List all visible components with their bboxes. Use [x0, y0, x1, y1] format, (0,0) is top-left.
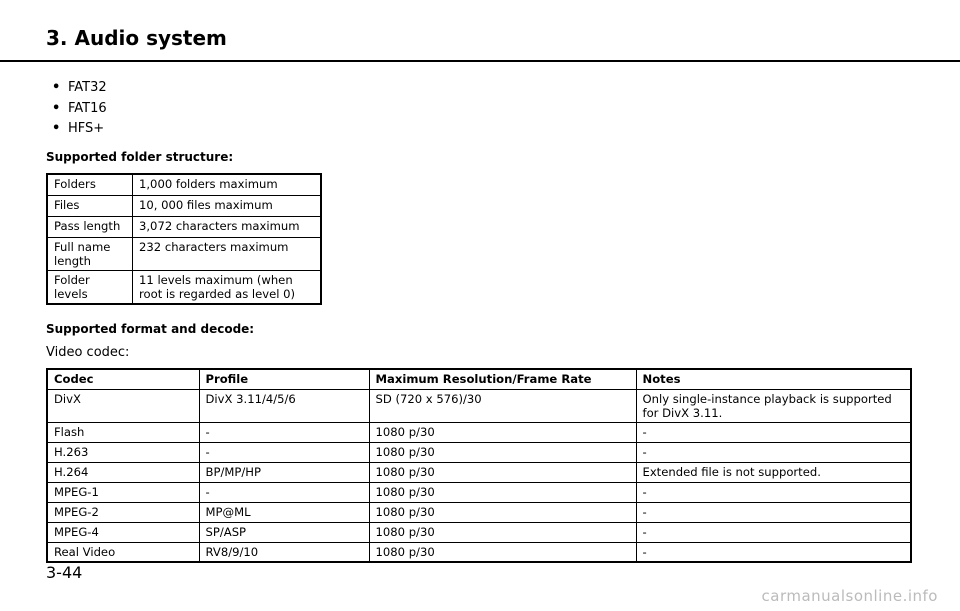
page-number: 3-44 [46, 563, 83, 582]
column-header: Notes [636, 369, 911, 389]
table-cell: H.263 [47, 442, 199, 462]
table-cell: MPEG-4 [47, 522, 199, 542]
column-header: Codec [47, 369, 199, 389]
table-cell: Extended file is not supported. [636, 462, 911, 482]
format-decode-heading: Supported format and decode: [46, 322, 255, 336]
table-cell-value: 10, 000 files maximum [133, 195, 322, 216]
table-cell: 1080 p/30 [369, 442, 636, 462]
table-row [47, 502, 911, 522]
table-cell: - [199, 442, 369, 462]
table-cell: - [636, 502, 911, 522]
table-cell-value: 1,000 folders maximum [133, 174, 322, 195]
table-header-row [47, 369, 911, 389]
table-row [47, 542, 911, 562]
column-header: Maximum Resolution/Frame Rate [369, 369, 636, 389]
table-cell: MP@ML [199, 502, 369, 522]
title-rule [0, 60, 960, 62]
filesystem-name: HFS+ [68, 121, 105, 136]
filesystem-list [46, 78, 107, 140]
table-cell: - [199, 482, 369, 502]
table-cell: - [636, 542, 911, 562]
video-codec-table [46, 368, 912, 563]
table-cell-label: Files [47, 195, 133, 216]
table-row [47, 389, 911, 422]
table-cell: 1080 p/30 [369, 422, 636, 442]
table-row [47, 442, 911, 462]
table-row [47, 195, 321, 216]
list-item [46, 119, 107, 140]
table-cell: - [636, 522, 911, 542]
watermark: carmanualsonline.info [761, 587, 938, 605]
table-cell-label: Folders [47, 174, 133, 195]
table-cell: - [199, 422, 369, 442]
table-cell-label: Folder levels [47, 270, 133, 304]
table-cell: DivX [47, 389, 199, 422]
chapter-title: 3. Audio system [46, 26, 227, 50]
table-row [47, 422, 911, 442]
table-row [47, 482, 911, 502]
table-cell: H.264 [47, 462, 199, 482]
video-codec-label: Video codec: [46, 345, 130, 360]
table-cell-value: 11 levels maximum (when root is regarded as level 0) [133, 270, 322, 304]
filesystem-name: FAT32 [68, 80, 107, 95]
column-header: Profile [199, 369, 369, 389]
table-row [47, 270, 321, 304]
folder-structure-heading: Supported folder structure: [46, 150, 234, 164]
table-cell: 1080 p/30 [369, 462, 636, 482]
table-cell: - [636, 442, 911, 462]
table-cell-label: Pass length [47, 216, 133, 237]
table-cell: MPEG-1 [47, 482, 199, 502]
table-cell: SD (720 x 576)/30 [369, 389, 636, 422]
table-cell-value: 3,072 characters maximum [133, 216, 322, 237]
table-cell: 1080 p/30 [369, 542, 636, 562]
table-cell-label: Full name length [47, 237, 133, 270]
list-item [46, 99, 107, 120]
table-cell: RV8/9/10 [199, 542, 369, 562]
bullet-icon: • [52, 121, 61, 136]
table-row [47, 174, 321, 195]
table-cell: - [636, 422, 911, 442]
table-row [47, 462, 911, 482]
bullet-icon: • [52, 100, 61, 116]
table-row [47, 522, 911, 542]
table-cell: Flash [47, 422, 199, 442]
table-row [47, 237, 321, 270]
table-cell-value: 232 characters maximum [133, 237, 322, 270]
table-cell: DivX 3.11/4/5/6 [199, 389, 369, 422]
folder-structure-table [46, 173, 322, 305]
bullet-icon: • [52, 80, 61, 95]
table-cell: 1080 p/30 [369, 522, 636, 542]
table-cell: MPEG-2 [47, 502, 199, 522]
table-cell: Only single-instance playback is supported for DivX 3.11. [636, 389, 911, 422]
filesystem-name: FAT16 [68, 100, 107, 116]
table-cell: - [636, 482, 911, 502]
table-row [47, 216, 321, 237]
table-cell: 1080 p/30 [369, 482, 636, 502]
table-cell: Real Video [47, 542, 199, 562]
table-cell: BP/MP/HP [199, 462, 369, 482]
list-item [46, 78, 107, 99]
table-cell: SP/ASP [199, 522, 369, 542]
table-cell: 1080 p/30 [369, 502, 636, 522]
